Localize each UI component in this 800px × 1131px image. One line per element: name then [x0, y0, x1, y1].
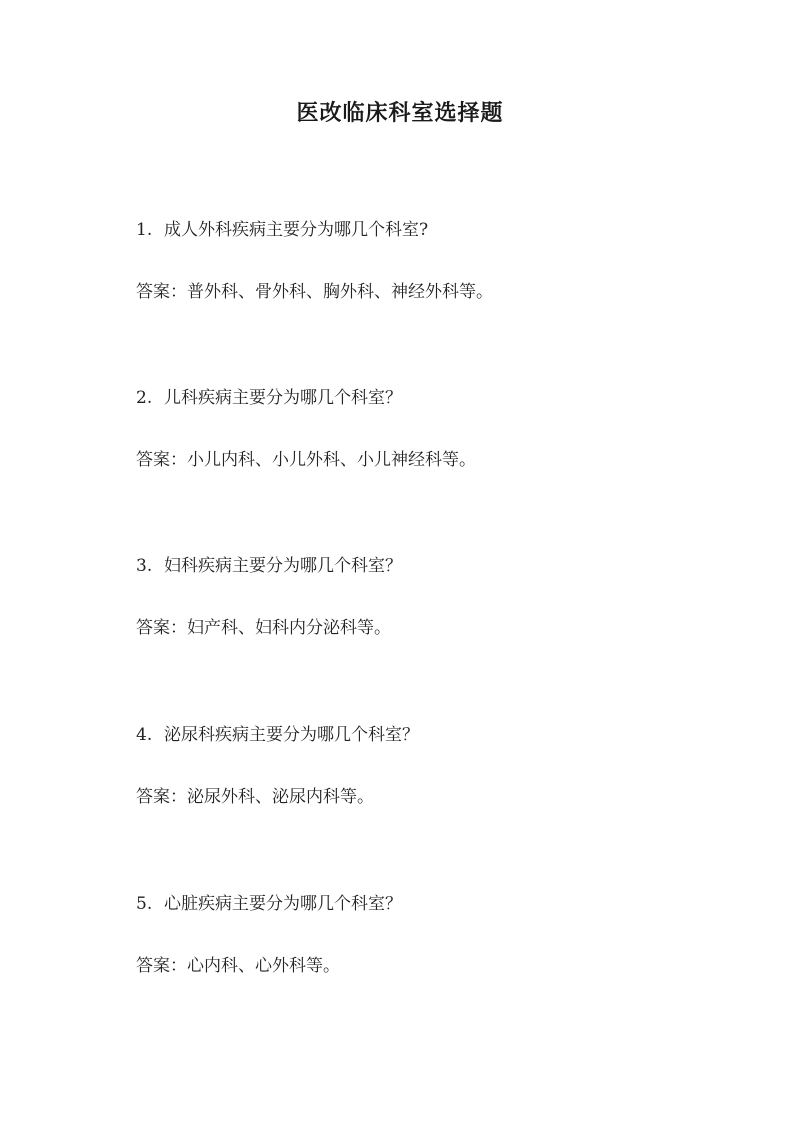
question-1 — [136, 218, 736, 242]
qa-item-3 — [136, 554, 736, 640]
question-text: 妇科疾病主要分为哪几个科室？ — [164, 556, 402, 576]
question-4 — [136, 723, 736, 747]
question-number: 2. — [136, 388, 153, 408]
question-5 — [136, 892, 736, 916]
answer-5: 答案：心内科、心外科等。 — [136, 956, 340, 976]
question-number: 5. — [136, 894, 153, 914]
question-2 — [136, 386, 736, 410]
question-text: 心脏疾病主要分为哪几个科室？ — [164, 894, 402, 914]
document-title: 医改临床科室选择题 — [296, 100, 504, 126]
qa-item-2 — [136, 386, 736, 472]
answer-4: 答案：泌尿外科、泌尿内科等。 — [136, 787, 374, 807]
answer-3: 答案：妇产科、妇科内分泌科等。 — [136, 618, 391, 638]
question-number: 4. — [136, 725, 153, 745]
question-text: 成人外科疾病主要分为哪几个科室? — [164, 220, 429, 240]
question-text: 泌尿科疾病主要分为哪几个科室？ — [164, 725, 419, 745]
question-3 — [136, 554, 736, 578]
question-number: 1. — [136, 220, 153, 240]
qa-item-5 — [136, 892, 736, 978]
qa-item-4 — [136, 723, 736, 809]
qa-item-1 — [136, 218, 736, 304]
question-number: 3. — [136, 556, 153, 576]
answer-1: 答案：普外科、骨外科、胸外科、神经外科等。 — [136, 282, 493, 302]
answer-2: 答案：小儿内科、小儿外科、小儿神经科等。 — [136, 450, 476, 470]
question-text: 儿科疾病主要分为哪几个科室？ — [164, 388, 402, 408]
